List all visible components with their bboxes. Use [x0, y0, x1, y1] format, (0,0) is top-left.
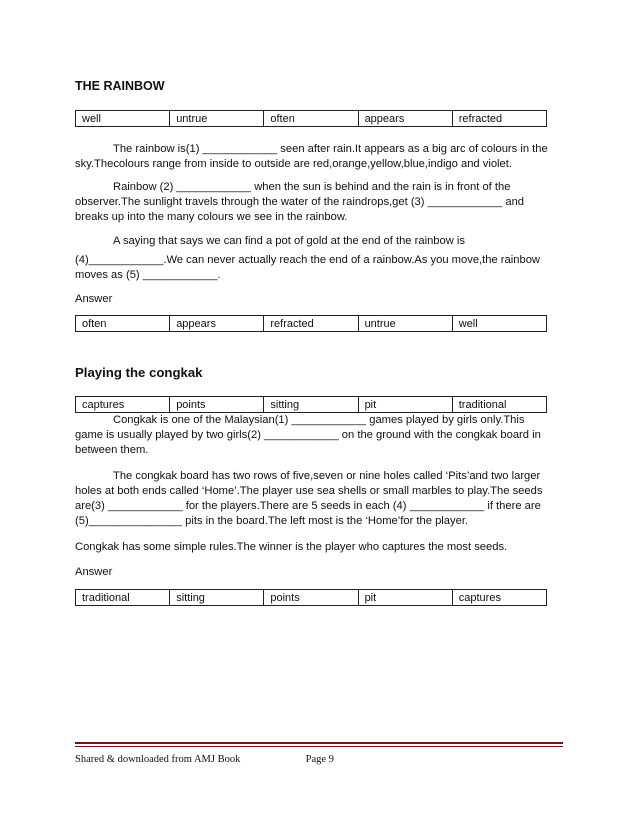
- section-title-rainbow: THE RAINBOW: [75, 79, 165, 93]
- word-bank-cell: often: [264, 111, 358, 127]
- paragraph-text: Congkak is one of the Malaysian(1) ____________ games played by girls only.This game is usually played by two girls(2) ____________ on the ground with the congkak board in between them.: [75, 414, 541, 456]
- footer-source: Shared & downloaded from AMJ Book: [75, 754, 241, 765]
- paragraph-text: A saying that says we can find a pot of gold at the end of the rainbow is: [113, 235, 466, 247]
- word-bank-cell: traditional: [452, 397, 546, 413]
- paragraph-text: The rainbow is(1) ____________ seen after rain.It appears as a big arc of colours in the sky.Thecolours range from inside to outside are red,orange,yellow,blue,indigo and violet.: [75, 143, 548, 170]
- congkak-word-bank: [75, 396, 547, 413]
- page-footer: [75, 752, 334, 767]
- congkak-paragraph-1: [75, 413, 555, 458]
- rainbow-answer-table: [75, 315, 547, 332]
- word-bank-cell: sitting: [264, 397, 358, 413]
- rainbow-paragraph-3: [75, 234, 555, 283]
- paragraph-text: Congkak has some simple rules.The winner is the player who captures the most seeds.: [75, 541, 508, 553]
- answer-cell: sitting: [170, 590, 264, 606]
- word-bank-cell: captures: [76, 397, 170, 413]
- word-bank-cell: refracted: [452, 111, 546, 127]
- word-bank-cell: points: [170, 397, 264, 413]
- rainbow-word-bank: [75, 110, 547, 127]
- section-title-congkak: Playing the congkak: [75, 365, 203, 380]
- paragraph-text: (4)____________.We can never actually reach the end of a rainbow.As you move,the rainbow moves as (5) ____________.: [75, 254, 540, 281]
- answer-cell: appears: [170, 316, 264, 332]
- word-bank-cell: untrue: [170, 111, 264, 127]
- rainbow-paragraph-1: [75, 142, 555, 172]
- paragraph-text: The congkak board has two rows of five,seven or nine holes called ‘Pits’and two larger holes at both ends called ‘Home’.The player use sea shells or small marbles to play.The seeds are(3) ____________ for the players.There are 5 seeds in each (4) ____________ if there are (5)_______________ pits in the board.The left most is the ‘Home’for the player.: [75, 470, 543, 527]
- word-bank-cell: pit: [358, 397, 452, 413]
- answer-cell: often: [76, 316, 170, 332]
- answer-cell: traditional: [76, 590, 170, 606]
- answer-label: Answer: [75, 293, 113, 305]
- congkak-answer-table: [75, 589, 547, 606]
- answer-cell: well: [452, 316, 546, 332]
- footer-divider: [75, 742, 563, 744]
- paragraph-text: Rainbow (2) ____________ when the sun is behind and the rain is in front of the observer.The sunlight travels through the water of the raindrops,get (3) ____________ and breaks up into the many colours we see in the rainbow.: [75, 181, 525, 223]
- footer-divider: [75, 746, 563, 747]
- congkak-paragraph-3: [75, 540, 555, 555]
- answer-cell: refracted: [264, 316, 358, 332]
- rainbow-paragraph-2: [75, 180, 555, 225]
- word-bank-cell: appears: [358, 111, 452, 127]
- answer-label: Answer: [75, 566, 113, 578]
- congkak-paragraph-2: [75, 469, 555, 529]
- word-bank-cell: well: [76, 111, 170, 127]
- answer-cell: captures: [452, 590, 546, 606]
- answer-cell: points: [264, 590, 358, 606]
- answer-cell: pit: [358, 590, 452, 606]
- answer-cell: untrue: [358, 316, 452, 332]
- page-number: Page 9: [305, 754, 334, 765]
